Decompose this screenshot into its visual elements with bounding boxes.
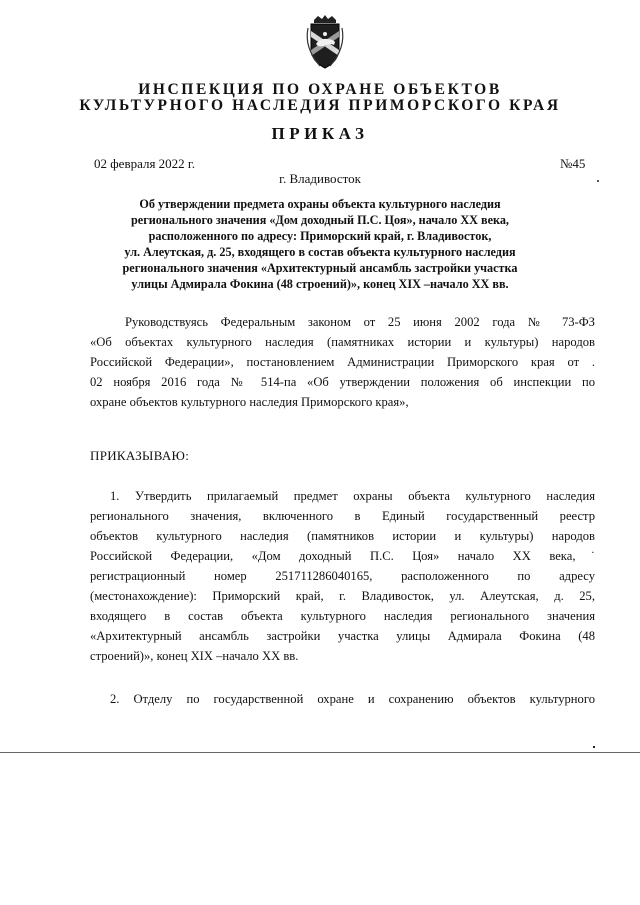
org-name-line2: КУЛЬТУРНОГО НАСЛЕДИЯ ПРИМОРСКОГО КРАЯ <box>79 97 561 114</box>
paragraph-line: регионального значения, включенного в Единый государственный реестр <box>90 509 595 523</box>
paragraph-line: 02 ноября 2016 года № 514-па «Об утверждении положения об инспекции по <box>90 375 595 389</box>
paragraph-line: Российской Федерации», постановлением Администрации Приморского края от . <box>90 355 595 369</box>
order-item-1 <box>90 486 595 666</box>
paragraph-line: охране объектов культурного наследия Приморского края», <box>90 395 409 409</box>
document-date: 02 февраля 2022 г. <box>94 156 196 171</box>
scan-speck <box>597 180 599 182</box>
legal-basis-paragraph <box>90 312 595 412</box>
subject-line: ул. Алеутская, д. 25, входящего в состав объекта культурного наследия <box>124 245 516 259</box>
paragraph-line: регистрационный номер 251711286040165, расположенного по адресу <box>90 569 595 583</box>
document-city: г. Владивосток <box>279 171 361 186</box>
org-name-line1: ИНСПЕКЦИЯ ПО ОХРАНЕ ОБЪЕКТОВ <box>138 81 502 98</box>
paragraph-line: строений)», конец XIX –начало XX вв. <box>90 649 299 663</box>
scan-speck <box>593 746 595 748</box>
paragraph-line: входящего в состав объекта культурного наследия регионального значения <box>90 609 595 623</box>
page-bottom-divider <box>0 752 640 753</box>
paragraph-line: Российской Федерации, «Дом доходный П.С. Цоя» начало XX века,˙ <box>90 549 595 563</box>
subject-line: Об утверждении предмета охраны объекта культурного наследия <box>139 197 501 211</box>
order-directive-word: ПРИКАЗЫВАЮ: <box>90 448 190 463</box>
paragraph-line: «Об объектах культурного наследия (памятниках истории и культуры) народов <box>90 335 595 349</box>
paragraph-line: Руководствуясь Федеральным законом от 25 июня 2002 года № 73-ФЗ <box>125 315 595 329</box>
subject-line: регионального значения «Дом доходный П.С. Цоя», начало XX века, <box>131 213 509 227</box>
paragraph-line: «Архитектурный ансамбль застройки участка улицы Адмирала Фокина (48 <box>90 629 595 643</box>
paragraph-line: объектов культурного наследия (памятников истории и культуры) народов <box>90 529 595 543</box>
paragraph-line: 1. Утвердить прилагаемый предмет охраны объекта культурного наследия <box>110 489 595 503</box>
subject-line: расположенного по адресу: Приморский край, г. Владивосток, <box>148 229 492 243</box>
paragraph-line: 2. Отделу по государственной охране и сохранению объектов культурного <box>110 692 595 706</box>
subject-line: улицы Адмирала Фокина (48 строений)», конец XIX –начало XX вв. <box>131 277 509 291</box>
document-number: №45 <box>560 156 586 171</box>
coat-of-arms-icon <box>300 14 350 70</box>
paragraph-line: (местонахождение): Приморский край, г. Владивосток, ул. Алеутская, д. 25, <box>90 589 595 603</box>
subject-line: регионального значения «Архитектурный ансамбль застройки участка <box>122 261 518 275</box>
order-subject <box>70 196 570 292</box>
order-item-2 <box>90 689 595 709</box>
document-type-title: ПРИКАЗ <box>271 124 369 143</box>
